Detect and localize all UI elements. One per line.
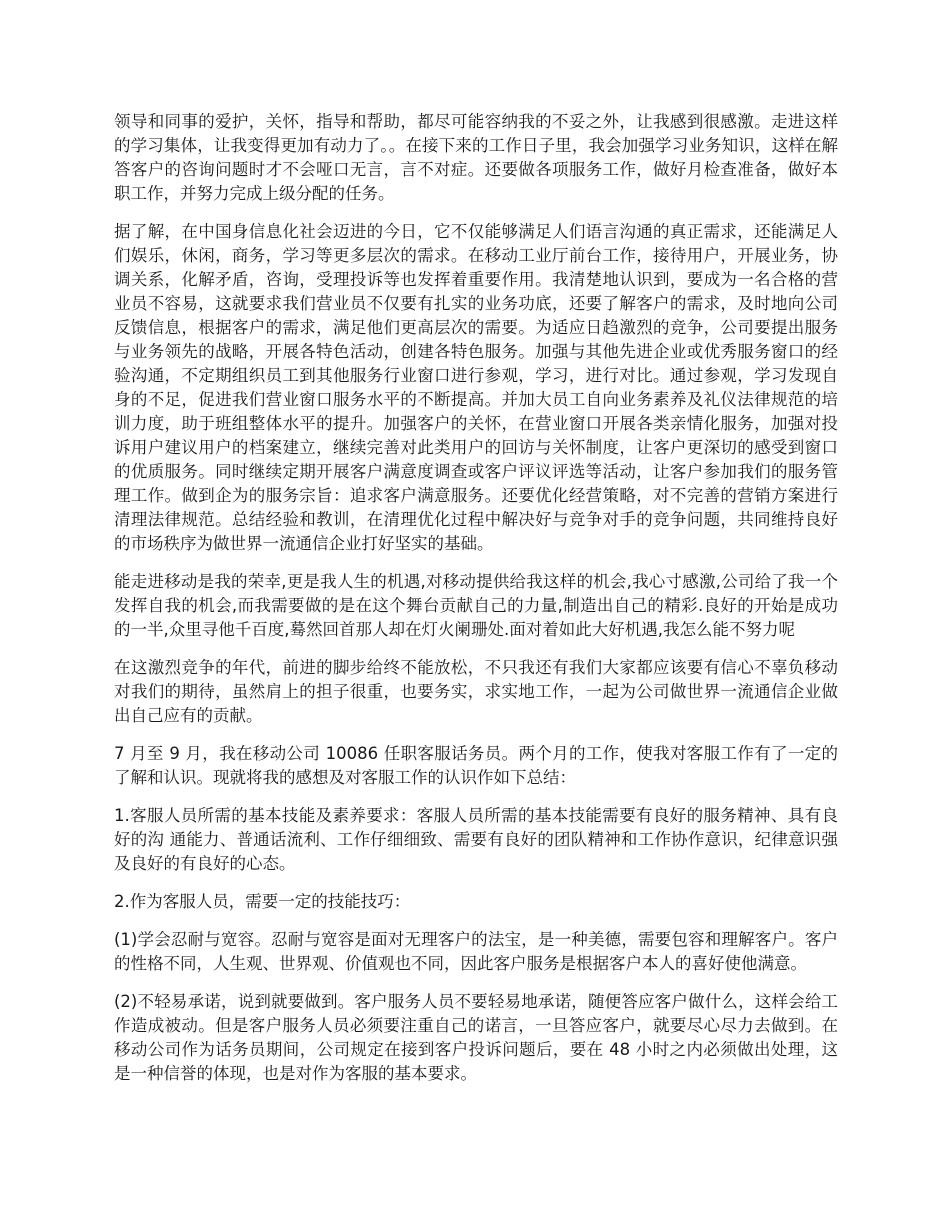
paragraph-7: 2.作为客服人员，需要一定的技能技巧： xyxy=(114,892,411,911)
paragraph-2: 据了解，在中国身信息化社会迈进的今日，它不仅能够满足人们语言沟通的真正需求，还能满足人们娱乐，休闲，商务，学习等更多层次的需求。在移动工业厅前台工作，接待用户，开展业务，协调关系，化解矛盾，咨询，受理投诉等也发挥着重要作用。我清楚地认识到，要成为一名合格的营业员不容易，这就要求我们营业员不仅要有扎实的业务功底，还要了解客户的需求，及时地向公司反馈信息，根据客户的需求，满足他们更高层次的需要。为适应日趋激烈的竞争，公司要提出服务与业务领先的战略，开展各特色活动，创建各特色服务。加强与其他先进企业或优秀服务窗口的经验沟通，不定期组织员工到其他服务行业窗口进行参观，学习，进行对比。通过参观，学习发现自身的不足，促进我们营业窗口服务水平的不断提高。并加大员工自向业务素养及礼仪法律规范的培训力度，助于班组整体水平的提升。加强客户的关怀，在营业窗口开展各类亲情化服务，加强对投诉用户建议用户的档案建立，继续完善对此类用户的回访与关怀制度，让客户更深切的感受到窗口的优质服务。同时继续定期开展客户满意度调查或客户评议评选等活动，让客户参加我们的服务管理工作。做到企为的服务宗旨：追求客户满意服务。还要优化经营策略，对不完善的营销方案进行清理法律规范。总结经验和教训，在清理优化过程中解决好与竞争对手的竞争问题，共同维持良好的市场秩序为做世界一流通信企业打好坚实的基础。 xyxy=(114,222,838,553)
paragraph-8: (1)学会忍耐与宽容。忍耐与宽容是面对无理客户的法宝，是一种美德，需要包容和理解客户。客户的性格不同，人生观、世界观、价值观也不同，因此客户服务是根据客户本人的喜好使他满意。 xyxy=(114,930,838,973)
paragraph-3: 能走进移动是我的荣幸,更是我人生的机遇,对移动提供给我这样的机会,我心寸感激,公司给了我一个发挥自我的机会,而我需要做的是在这个舞台贡献自己的力量,制造出自己的精彩.良好的开始是成功的一半,众里寻他千百度,蓦然回首那人却在灯火阑珊处.面对着如此大好机遇,我怎么能不努力呢 xyxy=(114,572,838,639)
paragraph-4: 在这激烈竞争的年代，前进的脚步给终不能放松，不只我还有我们大家都应该要有信心不辜负移动对我们的期待，虽然肩上的担子很重，也要务实，求实地工作，一起为公司做世界一流通信企业做出自己应有的贡献。 xyxy=(114,658,838,725)
paragraph-1: 领导和同事的爱护，关怀，指导和帮助，都尽可能容纳我的不妥之外，让我感到很感激。走进这样的学习集体，让我变得更加有动力了。。在接下来的工作日子里，我会加强学习业务知识，这样在解答客户的咨询问题时才不会哑口无言，言不对症。还要做各项服务工作，做好月检查准备，做好本职工作，并努力完成上级分配的任务。 xyxy=(114,112,838,203)
paragraph-6: 1.客服人员所需的基本技能及素养要求：客服人员所需的基本技能需要有良好的服务精神、具有良好的沟 通能力、普通话流利、工作仔细细致、需要有良好的团队精神和工作协作意识，纪律意识强及良好的有良好的心态。 xyxy=(114,806,838,873)
paragraph-9: (2)不轻易承诺，说到就要做到。客户服务人员不要轻易地承诺，随便答应客户做什么，这样会给工作造成被动。但是客户服务人员必须要注重自己的诺言，一旦答应客户，就要尽心尽力去做到。在移动公司作为话务员期间，公司规定在接到客户投诉问题后，要在 48 小时之内必须做出处理，这是一种信誉的体现，也是对作为客服的基本要求。 xyxy=(114,992,838,1083)
document-page xyxy=(114,110,838,1100)
paragraph-5: 7 月至 9 月，我在移动公司 10086 任职客服话务员。两个月的工作，使我对客服工作有了一定的了解和认识。现就将我的感想及对客服工作的认识作如下总结： xyxy=(114,744,838,787)
